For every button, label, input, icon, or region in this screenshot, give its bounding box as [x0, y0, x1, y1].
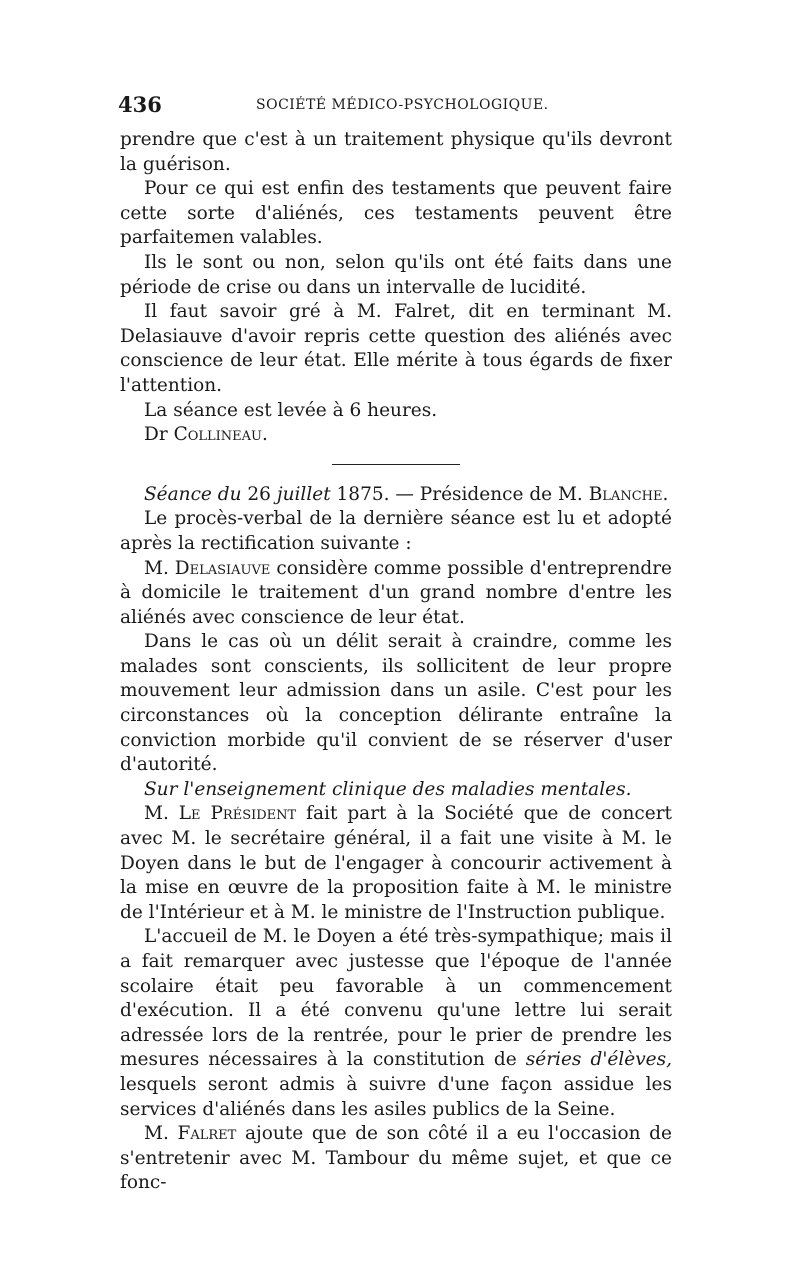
- signature-name: Collineau.: [173, 424, 268, 446]
- paragraph: Dans le cas où un délit serait à craindre, comme les malades sont conscients, ils sollicitent de leur propre mouvement leur admission dans un asile. C'est pour les circonstances où la conception délirante entraîne la conviction morbide qu'il convient de se réserver d'user d'autorité.: [120, 631, 672, 776]
- paragraph-text: L'accueil de M. le Doyen a été très-sympathique; mais il a fait remarquer avec justesse que l'époque de l'année scolaire était peu favorable à un commencement d'exécution. Il a été convenu qu'une lettre lui serait adressée lors de la rentrée, pour le prier de prendre les mesures nécessaires à la constitution de: [120, 926, 672, 1071]
- emphasis-text: séries d'élèves,: [525, 1049, 672, 1071]
- paragraph: prendre que c'est à un traitement physique qu'ils devront la guérison.: [120, 129, 672, 175]
- page-header: [118, 92, 678, 120]
- paragraph-text: ajoute que de son côté il a eu l'occasion de s'entretenir avec M. Tambour du même sujet, et que ce fonc-: [120, 1123, 672, 1194]
- paragraph-text: fait part à la Société que de concert avec M. le secrétaire général, il a fait une visite à M. le Doyen dans le but de l'engager à concourir activement à la mise en œuvre de la proposition faite à M. le ministre de l'Intérieur et à M. le ministre de l'Instruction publique.: [120, 803, 672, 923]
- paragraph: [120, 802, 672, 925]
- paragraph: La séance est levée à 6 heures.: [144, 399, 438, 421]
- session-prefix: Séance du: [144, 483, 242, 505]
- session-month: juillet: [276, 483, 331, 505]
- speaker-name: M. Le Président: [144, 803, 297, 825]
- page-body: [120, 128, 672, 1196]
- signature: [120, 423, 672, 448]
- paragraph: [120, 1122, 672, 1196]
- running-title: SOCIÉTÉ MÉDICO-PSYCHOLOGIQUE.: [256, 97, 549, 113]
- paragraph-text: considère comme possible d'entreprendre à domicile le traitement d'un grand nombre d'entre les aliénés avec conscience de leur état.: [120, 557, 673, 628]
- paragraph: [120, 557, 672, 631]
- paragraph-text: lesquels seront admis à suivre d'une façon assidue les services d'aliénés dans les asiles publics de la Seine.: [120, 1073, 672, 1120]
- paragraph: Le procès-verbal de la dernière séance est lu et adopté après la rectification suivante :: [120, 508, 672, 554]
- divider-rule: [332, 464, 460, 465]
- session-heading: [120, 483, 672, 508]
- paragraph: [120, 925, 672, 1122]
- section-title: Sur l'enseignement clinique des maladies mentales.: [144, 778, 632, 800]
- speaker-name: M. Delasiauve: [144, 557, 271, 579]
- session-day: 26: [247, 483, 271, 505]
- speaker-name: M. Falret: [144, 1123, 237, 1145]
- signature-title: Dr: [144, 424, 168, 446]
- paragraph: Il faut savoir gré à M. Falret, dit en terminant M. Delasiauve d'avoir repris cette question des aliénés avec conscience de leur état. Elle mérite à tous égards de fixer l'attention.: [120, 301, 672, 396]
- session-presidence: — Présidence de M.: [395, 483, 583, 505]
- session-president: Blanche.: [588, 483, 669, 505]
- paragraph: Ils le sont ou non, selon qu'ils ont été faits dans une période de crise ou dans un intervalle de lucidité.: [120, 251, 672, 298]
- page-number: 436: [118, 92, 162, 117]
- session-year: 1875.: [336, 483, 390, 505]
- paragraph: Pour ce qui est enfin des testaments que peuvent faire cette sorte d'aliénés, ces testaments peuvent être parfaitemen valables.: [120, 178, 672, 249]
